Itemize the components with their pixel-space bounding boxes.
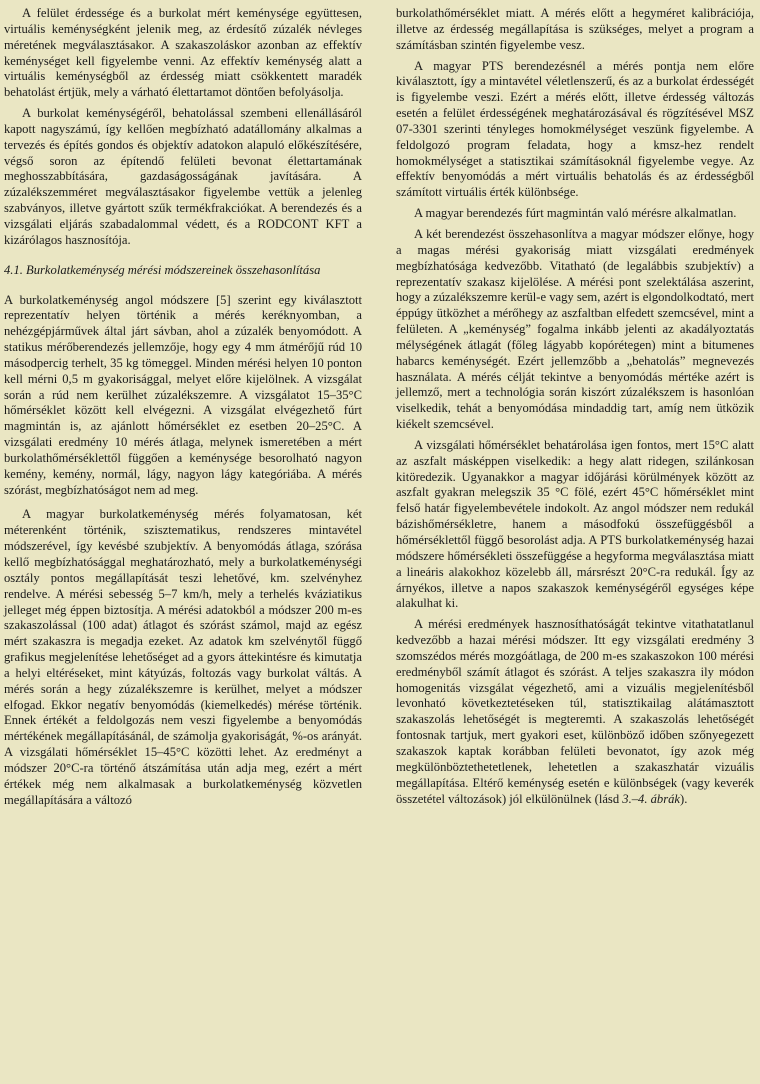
paragraph-text: A mérési eredmények hasznosíthatóságát tekintve vitathatatlanul kedvezőbb a hazai mérési módszer. Itt egy vizsgálati eredmény 3 szomszédos mérés mozgóátlaga, de 200 m-es szakaszokon 100 mérési eredményből számít átlagot és szórást. A teljes szakaszra ily módon homogenitás vizsgálat végezhető, ami a vizuális megjelenítésből levonható következtetéseken túl, statisztikailag alátámasztott szakaszolás lehetőségét is megteremti. A szakaszolás lehetőségét fontosnak tartjuk, mert gyakori eset, különböző időben szőnyegezett szakaszok kaptak korábban felületi bevonatot, így azok még megkülönböztethetetlenek, lehetetlen a szakaszhatár vizuális megállapítása. Eltérő keménység esetén e különbségek (vagy keverék összetétel változások) jól elkülönülnek (lásd	[396, 617, 754, 806]
section-heading: 4.1. Burkolatkeménység mérési módszereinek összehasonlítása	[4, 262, 321, 277]
paragraph: A vizsgálati hőmérséklet behatárolása igen fontos, mert 15°C alatt az aszfalt másképpen viselkedik: a hegy alatt ridegen, szilánkosan kitöredezik. Ugyanakkor a magyar időjárási körülmények között az aszfalt gyakran melegszik 35 °C fölé, ezért 45°C hőmérséklet mint felső határ figyelembevétele indokolt. Az angol módszer nem redukál bázishőmérsékletre, hanem a másodfokú összefüggésből a hőmérséklettől függő besorolást adja. A PTS burkolatkeménység hazai módszere hőmérsékleti összefüggése a hegyforma megválasztása miatt a lineáris alakokhoz közelebb áll, mársrészt 20°C-ra redukál. Így az árnyékos, illetve a napos szakaszok keménységéről egységes képe alakulhat ki.	[396, 437, 754, 611]
paragraph: A burkolatkeménység angol módszere [5] szerint egy kiválasztott reprezentatív helyen történik a mérés keréknyomban, a nehézgépjárművek által járt sávban, ahol a zúzalék benyomódott. A statikus mérőberendezés jellemzője, hogy egy 4 mm átmérőjű rúd 10 másodpercig terhelt, 35 kg tömeggel. Minden mérési helyen 10 ponton kell mérni 0,5 m gyakorisággal, melyet előre kijelölnek. A vizsgálat során a rúd nem kerülhet zúzalékszemre. A vizsgálatot 15–35°C hőmérséklet között kell elvégezni. A vizsgálat elvégezhető fúrt magmintán is, az ajánlott hőmérséklet ez esetben 20–25°C. A vizsgálati eredmény 10 mérés átlaga, melynek ismeretében a mért burkolathőmérséklettől függően a keménysége besorolható nagyon kemény, kemény, normál, lágy, nagyon lágy kategóriába. A mérés szórást, megbízhatóságot nem ad meg.	[4, 292, 362, 497]
paragraph: A magyar burkolatkeménység mérés folyamatosan, két méterenként történik, szisztematikus, rendszeres mintavétel módszerével, így kevésbé szubjektív. A benyomódás átlaga, szórása kellő megbízhatósággal meghatározható, mely a burkolatkeménységi osztály pontos megállapítását teszi lehetővé, km. szelvényhez rendelve. A mérési sebesség 5–7 km/h, mely a terhelés kváziatikus jelleget még éppen biztosítja. A mérési adatokból a módszer 200 m-es szakaszolással (100 adat) átlagot és szórást számol, majd az egész mért szakaszra is megadja ezeket. Az adatok km szelvénytől függő grafikus megjelenítése lehetőséget ad a gyors áttekintésre és kimutatja a helyi eltéréseket, mint kátyúzás, foltozás vagy burkolat váltás. A mérés során a hegy zúzalékszemre is kerülhet, melyet a módszer elfogad. Ekkor negatív benyomódás (kiemelkedés) mérése történik. Ennek értékét a feldolgozás nem veszi figyelembe a benyomódás mértékének megállapításánál, de számolja gyakoriságát, %-os arányát. A vizsgálati hőmérséklet 15–45°C közötti lehet. Az eredményt a módszer 20°C-ra történő átszámítása után adja meg, ezért a mért értékek még nem alkalmasak a burkolatkeménység közvetlen megállapítására a változó	[4, 507, 362, 807]
paragraph: A burkolat keménységéről, behatolással szembeni ellenállásáról kapott nagyszámú, így kellően megbízható adatállomány alkalmas a tervezés és építés gondos és objektív adatokon alapuló előkészítésére, végső soron az építendő felületi bevonat élettartamának meghosszabbítására, gazdaságosságának javítására. A zúzalékszemméret megválasztásakor figyelembe vettük a jelenleg szabványos, illetve gyártott szűk termékfrakciókat. A berendezés és a vizsgálati eljárás szabadalommal védett, és a RODCONT KFT a kizárólagos hasznosítója.	[4, 106, 362, 247]
left-column	[4, 6, 362, 809]
paragraph: A két berendezést összehasonlítva a magyar módszer előnye, hogy a magas mérési gyakoriság miatt vizsgálati eredmények megbízhatósága kedvezőbb. Vitatható (de legalábbis szubjektív) a reprezentatív szakasz kijelölése. A mérési pont szelektálása aszerint, hogy a zúzalékszemre kerül-e vagy sem, azért is elgondolkodtató, mert éppúgy ütközhet a mérőhegy az aszfaltban elfedett szemcsével, mint a felületen. A „keménység” fogalma inkább jelenti az akadályoztatás mélységének átlagát (főleg lágyabb kopórétegen) mint a bitumenes habarcs keménységét. Ezért jellemzőbb a „behatolás” megnevezés használata. A mérés célját tekintve a benyomódás mértéke azért is jellemző, mert a technológia során kiszórt zúzalékszem is hasonlóan viselkedik, tehát a benyomódása mindaddig tart, amíg nem ütközik kiékelt szemcsével.	[396, 226, 754, 432]
figure-reference: 3.–4. ábrák	[622, 791, 680, 806]
right-column	[396, 6, 754, 807]
paragraph: A magyar berendezés fúrt magmintán való mérésre alkalmatlan.	[414, 206, 737, 221]
paragraph: burkolathőmérséklet miatt. A mérés előtt a hegyméret kalibrációja, illetve az érdesség megállapítása is szükséges, melyet a program a számításban szintén figyelembe vesz.	[396, 6, 754, 52]
paragraph: A magyar PTS berendezésnél a mérés pontja nem előre kiválasztott, így a mintavétel véletlenszerű, és az a burkolat érdességét is figyelembe veszi. Ezért a mérés előtt, illetve érdesség változás esetén a felület érdességének meghatározásával és rögzítésével MSZ 07-3301 szerinti tényleges homokmélységet veszünk figyelembe. A feldolgozó program feladata, hogy a kmsz-hez rendelt homokmélységet a statisztikai számításoknál figyelembe vegye. Az effektív benyomódás a mért virtuális behatolás és az érdességből számított virtuális érték különbsége.	[396, 58, 754, 200]
paragraph: A felület érdessége és a burkolat mért keménysége együttesen, virtuális keménységként jelenik meg, az érdesítő zúzalék névleges méretének megválasztásakor. A szakaszoláskor azonban az effektív keménységet kell figyelembe venni. Az effektív keménység alatt a virtuális keménységből az érdesség miatt csökkentett maradék behatolást értjük, mely a várható élettartamot döntően befolyásolja.	[4, 6, 362, 100]
paragraph	[396, 617, 754, 807]
paragraph-end: ).	[680, 791, 688, 806]
